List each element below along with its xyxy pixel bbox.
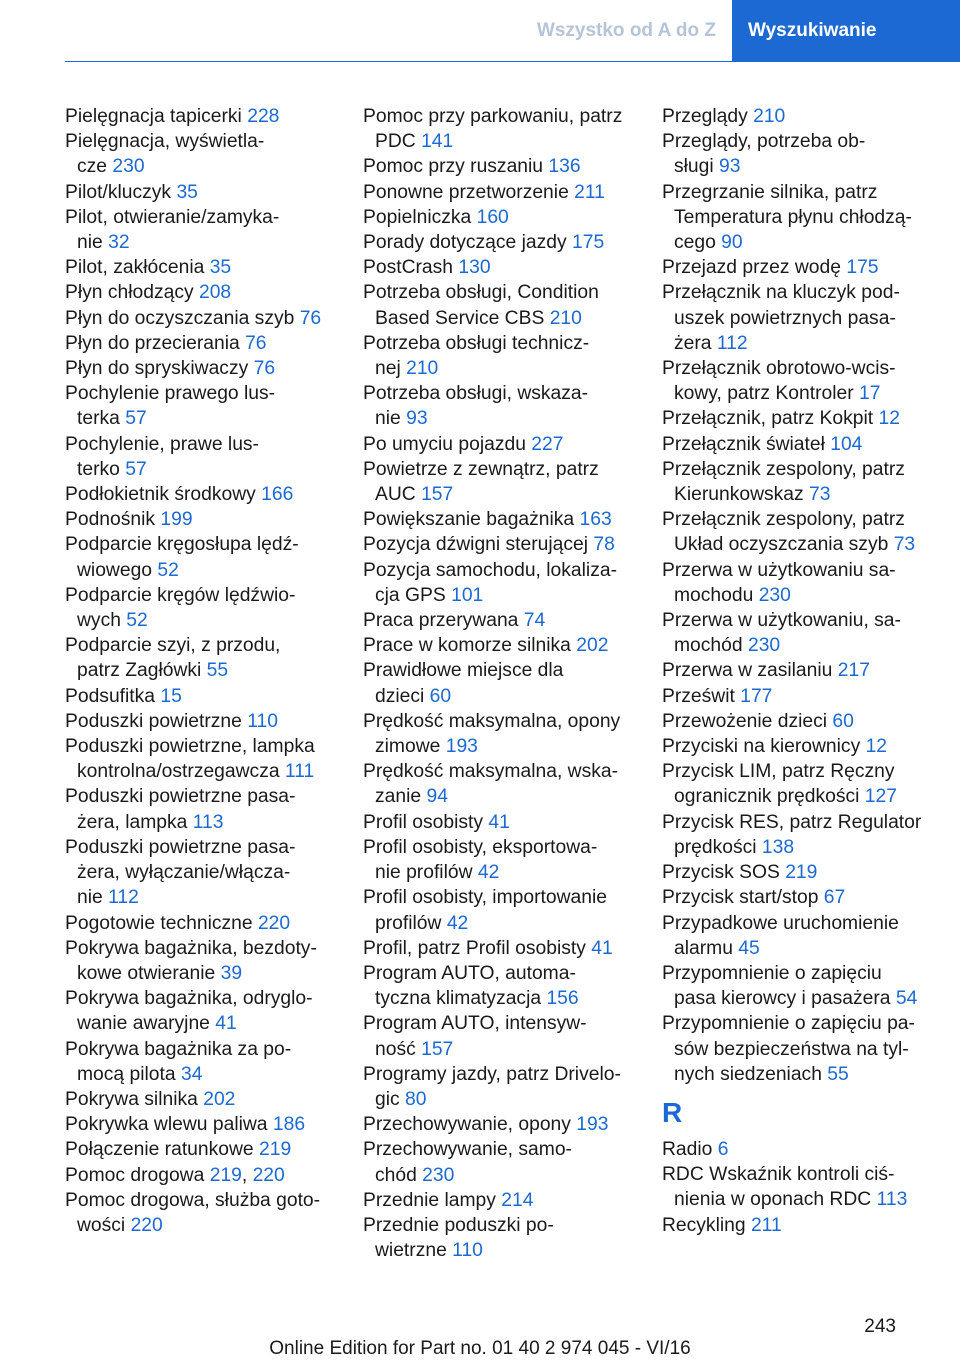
index-entry-text: Podparcie szyi, z przodu, patrz Zagłówki	[65, 635, 281, 682]
index-entry	[363, 885, 643, 935]
index-entry-text: Przełącznik na kluczyk pod- uszek powietrznych pasa- żera	[662, 282, 900, 354]
index-entry-text: Prace w komorze silnika	[363, 635, 571, 657]
index-page-link[interactable]: 110	[247, 710, 278, 732]
index-entry	[363, 1062, 643, 1112]
index-entry-text: Przełącznik obrotowo-wcis- kowy, patrz Kontroler	[662, 358, 896, 405]
index-entry-text: Ponowne przetworzenie	[363, 181, 569, 203]
index-entry	[65, 709, 340, 734]
index-entry	[65, 784, 340, 834]
index-entry	[363, 709, 643, 759]
index-entry	[662, 432, 952, 457]
index-entry	[662, 180, 952, 256]
index-entry	[363, 658, 643, 708]
index-page-link[interactable]: 41	[591, 937, 613, 959]
index-entry-text: Przeglądy, potrzeba ob- sługi	[662, 131, 866, 178]
index-entry-text: Poduszki powietrzne, lampka kontrolna/ostrzegawcza	[65, 736, 315, 783]
index-entry	[65, 734, 340, 784]
index-entry	[363, 810, 643, 835]
index-entry-text: Recykling	[662, 1214, 746, 1236]
index-entry	[65, 936, 340, 986]
index-page-link[interactable]: 230	[112, 156, 145, 178]
index-page-link[interactable]: 211	[574, 181, 605, 203]
index-entry-text: Pielęgnacja, wyświetla- cze	[65, 131, 265, 178]
index-entry	[363, 633, 643, 658]
index-entry	[363, 1213, 643, 1263]
index-page-link[interactable]: 160	[476, 206, 509, 228]
index-entry-text: Pilot/kluczyk	[65, 181, 172, 203]
index-entry-text: Płyn do przecierania	[65, 332, 240, 354]
header-section-tab[interactable]: Wszystko od A do Z	[536, 19, 716, 41]
index-entry	[363, 608, 643, 633]
index-entry-text: Program AUTO, intensyw- ność	[363, 1013, 587, 1060]
index-page-link[interactable]: 202	[576, 635, 609, 657]
index-entry	[65, 381, 340, 431]
index-page-link[interactable]: 52	[126, 610, 148, 632]
index-entry	[65, 633, 340, 683]
index-page-link[interactable]: 73	[809, 484, 831, 506]
index-page-link[interactable]: 101	[451, 584, 484, 606]
index-entry-text: Profil osobisty, importowanie profilów	[363, 887, 607, 934]
index-page-link[interactable]: 220	[252, 1164, 285, 1186]
index-entry	[662, 507, 952, 557]
index-page-link[interactable]: 113	[192, 811, 224, 833]
index-page-link[interactable]: 74	[523, 610, 546, 632]
index-page-link[interactable]: 217	[837, 660, 870, 682]
index-entry-text: Przechowywanie, samo- chód	[363, 1139, 572, 1186]
index-entry	[65, 280, 340, 305]
index-entry-text: Przerwa w zasilaniu	[662, 660, 833, 682]
index-page-link[interactable]: 210	[549, 307, 582, 329]
index-entry	[662, 684, 952, 709]
index-entry-text: Praca przerywana	[363, 610, 519, 632]
index-page-link[interactable]: 175	[846, 257, 879, 279]
index-entry	[363, 532, 643, 557]
index-entry-text: RDC Wskaźnik kontroli ciś- nienia w oponach RDC	[662, 1164, 895, 1211]
index-page-link[interactable]: 208	[198, 282, 232, 304]
index-page-link[interactable]: 80	[405, 1088, 427, 1110]
index-entry	[65, 356, 340, 381]
index-entry-text: Pozycja dźwigni sterującej	[363, 534, 589, 556]
index-entry	[662, 406, 952, 431]
index-entry	[662, 810, 952, 860]
index-entry	[363, 381, 643, 431]
index-page-link[interactable]: 60	[832, 710, 854, 732]
header-active-tab[interactable]: Wyszukiwanie	[732, 0, 960, 62]
index-entry-text: Pilot, otwieranie/zamyka- nie	[65, 206, 280, 254]
index-entry-text: Profil osobisty	[363, 811, 484, 833]
index-page-link[interactable]: 127	[864, 786, 897, 808]
index-entry	[363, 457, 643, 507]
index-page-link[interactable]: 130	[458, 257, 491, 279]
index-entry-text: Potrzeba obsługi, Condition Based Service CBS	[363, 282, 599, 329]
index-page-link[interactable]: 210	[753, 106, 786, 127]
index-entry-text: Podłokietnik środkowy	[65, 484, 256, 506]
index-page-link[interactable]: 41	[215, 1013, 237, 1035]
index-entry	[363, 1137, 643, 1187]
index-entry-text: Pielęgnacja tapicerki	[65, 106, 242, 127]
index-page-link[interactable]: 163	[579, 509, 612, 531]
index-entry	[65, 684, 340, 709]
index-entry-text: Potrzeba obsługi technicz- nej	[363, 332, 590, 380]
index-entry	[65, 104, 340, 129]
index-entry	[363, 1011, 643, 1061]
index-page-link[interactable]: 219	[785, 862, 818, 884]
index-page-link[interactable]: 67	[823, 887, 846, 909]
index-page-link[interactable]: 78	[593, 534, 615, 556]
index-entry	[65, 1137, 340, 1162]
index-entry-text: Programy jazdy, patrz Drivelo- gic	[363, 1063, 621, 1110]
index-page-link[interactable]: 230	[747, 635, 781, 657]
index-entry	[363, 1112, 643, 1137]
index-page-link[interactable]: 93	[719, 156, 741, 178]
index-page-link[interactable]: 166	[261, 484, 294, 506]
index-page-link[interactable]: 193	[445, 736, 478, 758]
index-entry	[662, 457, 952, 507]
index-entry	[363, 961, 643, 1011]
index-entry	[65, 432, 340, 482]
index-entry	[363, 154, 643, 179]
index-entry-text: Przednie lampy	[363, 1189, 496, 1211]
index-entry-text: Powietrze z zewnątrz, patrz AUC	[363, 458, 599, 506]
index-entry-text: Pomoc przy ruszaniu	[363, 156, 544, 178]
index-entry	[662, 734, 952, 759]
index-entry-text: Pokrywa bagażnika za po- mocą pilota	[65, 1038, 292, 1085]
index-column-2	[363, 104, 643, 1263]
index-page-link[interactable]: 138	[761, 836, 795, 858]
index-entry-text: Profil, patrz Profil osobisty	[363, 937, 586, 959]
index-page-link[interactable]: 76	[253, 358, 276, 380]
index-entry-text: Przegrzanie silnika, patrz Temperatura płynu chłodzą- cego	[662, 181, 912, 254]
index-entry	[363, 331, 643, 381]
index-page-link[interactable]: 73	[893, 534, 916, 556]
index-entry-text: Przycisk SOS	[662, 862, 780, 884]
index-entry-text: Pomoc drogowa, służba goto- wości	[65, 1189, 321, 1236]
index-entry-text: Płyn chłodzący	[65, 282, 194, 304]
page-header	[0, 0, 960, 62]
index-entry	[662, 1162, 952, 1212]
index-section-letter: R	[662, 1096, 683, 1128]
index-page-link[interactable]: 175	[572, 232, 605, 254]
index-entry	[662, 558, 952, 608]
index-entry-text: Porady dotyczące jazdy	[363, 232, 567, 254]
index-entry	[65, 306, 340, 331]
index-page-link[interactable]: 76	[299, 307, 322, 329]
index-column-1	[65, 104, 340, 1238]
index-entry	[65, 507, 340, 532]
index-entry	[363, 936, 643, 961]
index-page-link[interactable]: 45	[738, 937, 760, 959]
index-entry-text: Pochylenie, prawe lus- terko	[65, 433, 259, 480]
index-page-link[interactable]: 90	[721, 232, 743, 254]
index-page-link[interactable]: 94	[426, 786, 448, 808]
index-page-link[interactable]: 76	[245, 332, 267, 354]
index-entry-text: Przypomnienie o zapięciu pasa kierowcy i pasażera	[662, 962, 891, 1010]
index-entry	[662, 1213, 952, 1238]
index-entry	[363, 180, 643, 205]
index-page-link[interactable]: 199	[160, 509, 193, 531]
index-entry-text: Przełącznik, patrz Kokpit	[662, 408, 874, 430]
index-entry-text: Potrzeba obsługi, wskaza- nie	[363, 383, 589, 430]
index-entry-text: Przycisk LIM, patrz Ręczny ogranicznik prędkości	[662, 761, 895, 808]
index-entry	[662, 608, 952, 658]
index-page-link[interactable]: 17	[859, 383, 881, 405]
index-entry-text: Popielniczka	[363, 206, 472, 228]
index-page-link[interactable]: 42	[477, 862, 500, 884]
index-page-link[interactable]: 202	[203, 1088, 236, 1110]
index-entry-text: Przypomnienie o zapięciu pa- sów bezpieczeństwa na tyl- nych siedzeniach	[662, 1013, 915, 1085]
index-page-link[interactable]: 112	[108, 887, 139, 909]
index-entry-text: Przełącznik świateł	[662, 433, 825, 455]
index-entry-text: Radio	[662, 1138, 713, 1160]
index-entry	[65, 911, 340, 936]
index-page-link[interactable]: 57	[125, 408, 147, 430]
index-entry	[65, 986, 340, 1036]
index-entry	[363, 255, 643, 280]
index-entry: Pomoc drogowa 219, 220	[65, 1164, 285, 1186]
index-page-link[interactable]: 12	[878, 408, 900, 430]
index-entry-text: Poduszki powietrzne	[65, 710, 242, 732]
index-entry	[65, 482, 340, 507]
index-page-link[interactable]: 42	[446, 912, 469, 934]
index-entry-text: Podparcie kręgów lędźwio- wych	[65, 584, 296, 632]
index-entry	[662, 658, 952, 683]
index-page-link[interactable]: 55	[206, 660, 229, 682]
index-entry	[363, 230, 643, 255]
index-entry	[65, 331, 340, 356]
index-entry-text: Prawidłowe miejsce dla dzieci	[363, 660, 564, 707]
index-entry-text: Pochylenie prawego lus- terka	[65, 383, 276, 430]
index-entry-text: Pomoc przy parkowaniu, patrz PDC	[363, 106, 623, 153]
index-entry-text: Powiększanie bagażnika	[363, 509, 575, 531]
index-page-link[interactable]: 93	[406, 408, 428, 430]
index-entry-text: Pokrywka wlewu paliwa	[65, 1114, 268, 1136]
index-entry-text: Poduszki powietrzne pasa- żera, wyłączanie/włącza- nie	[65, 836, 296, 909]
index-entry	[363, 104, 643, 154]
index-entry-text: Przełącznik zespolony, patrz Kierunkowskaz	[662, 458, 905, 506]
index-entry-text: Płyn do spryskiwaczy	[65, 358, 249, 380]
index-column-3	[662, 104, 952, 1238]
index-page-link[interactable]: 157	[421, 1038, 454, 1060]
index-entry	[65, 255, 340, 280]
index-page-link[interactable]: 34	[180, 1063, 203, 1085]
index-entry	[363, 507, 643, 532]
index-entry-text: Przednie poduszki po- wietrzne	[363, 1214, 554, 1262]
index-page-link[interactable]: 112	[716, 332, 748, 354]
index-entry-text: Pomoc drogowa	[65, 1164, 205, 1186]
index-page-link[interactable]: 12	[865, 736, 888, 758]
index-entry	[662, 1137, 952, 1162]
index-entry-text: Przerwa w użytkowaniu sa- mochodu	[662, 559, 896, 606]
index-page-link[interactable]: 227	[531, 433, 564, 455]
index-page-link[interactable]: 55	[827, 1063, 849, 1085]
index-page-link[interactable]: 177	[740, 685, 773, 707]
index-entry-text: Podparcie kręgosłupa lędź- wiowego	[65, 534, 299, 581]
index-entry-text: Połączenie ratunkowe	[65, 1139, 254, 1161]
index-page-link[interactable]: 157	[421, 484, 454, 506]
index-entry-text: Prześwit	[662, 685, 735, 707]
index-page-link[interactable]: 220	[257, 912, 291, 934]
index-page-link[interactable]: 193	[576, 1114, 609, 1136]
index-entry-text: Przeglądy	[662, 106, 748, 127]
index-page-link[interactable]: 113	[876, 1189, 908, 1211]
index-entry	[65, 180, 340, 205]
index-entry-text: Pokrywa bagażnika, bezdoty- kowe otwieranie	[65, 937, 317, 984]
index-page-link[interactable]: 60	[429, 685, 452, 707]
index-entry	[662, 911, 952, 961]
index-page-link[interactable]: 35	[209, 257, 232, 279]
index-page-link[interactable]: 104	[830, 433, 863, 455]
index-page-link[interactable]: 111	[284, 761, 315, 783]
index-page-link[interactable]: 220	[130, 1214, 163, 1236]
index-entry	[65, 1037, 340, 1087]
index-entry-text: Pogotowie techniczne	[65, 912, 253, 934]
index-page-link[interactable]: 211	[750, 1214, 782, 1236]
index-entry	[65, 205, 340, 255]
index-page-link[interactable]: 39	[220, 962, 243, 984]
index-page-link[interactable]: 15	[160, 685, 182, 707]
index-entry	[662, 1011, 952, 1087]
index-page-link[interactable]: 219	[259, 1139, 292, 1161]
index-entry-text: Przycisk start/stop	[662, 887, 819, 909]
index-entry	[65, 1087, 340, 1112]
index-entry-text: Podnośnik	[65, 509, 156, 531]
index-entry-text: Po umyciu pojazdu	[363, 433, 526, 455]
page-number: 243	[864, 1316, 896, 1337]
index-entry	[363, 280, 643, 330]
index-entry	[363, 205, 643, 230]
index-page-link[interactable]: 230	[758, 584, 791, 606]
index-entry-text: Pokrywa silnika	[65, 1088, 198, 1110]
index-page-link[interactable]: 230	[422, 1164, 455, 1186]
index-entry-text: Poduszki powietrzne pasa- żera, lampka	[65, 786, 296, 833]
index-entry-text: Program AUTO, automa- tyczna klimatyzacja	[363, 962, 576, 1010]
index-entry	[363, 558, 643, 608]
index-page-link[interactable]: 32	[108, 232, 130, 254]
index-entry-text: Prędkość maksymalna, wska- zanie	[363, 761, 619, 808]
index-page-link[interactable]: 156	[546, 988, 579, 1010]
index-entry-text: Pozycja samochodu, lokaliza- cja GPS	[363, 559, 617, 606]
index-page-link[interactable]: 57	[125, 458, 147, 480]
index-entry	[662, 759, 952, 809]
index-page-link[interactable]: 186	[272, 1114, 306, 1136]
index-entry-text: Przypadkowe uruchomienie alarmu	[662, 912, 899, 959]
index-page-link[interactable]: 228	[247, 106, 280, 127]
index-entry-text: Podsufitka	[65, 685, 156, 707]
index-entry	[363, 432, 643, 457]
index-entry	[65, 1112, 340, 1137]
index-entry	[65, 532, 340, 582]
index-entry	[65, 835, 340, 911]
index-entry	[662, 280, 952, 356]
index-page-link[interactable]: 110	[452, 1240, 483, 1262]
index-page-link[interactable]: 210	[406, 358, 439, 380]
index-entry	[65, 1188, 340, 1238]
index-entry-text: Przełącznik zespolony, patrz Układ oczyszczania szyb	[662, 509, 905, 556]
index-entry	[662, 356, 952, 406]
index-entry-text: Przycisk RES, patrz Regulator prędkości	[662, 811, 922, 858]
index-entry	[65, 583, 340, 633]
footer-edition: Online Edition for Part no. 01 40 2 974 045 - VI/16	[269, 1338, 691, 1359]
index-entry-text: Płyn do oczyszczania szyb	[65, 307, 295, 329]
index-page-link[interactable]: 54	[895, 988, 918, 1010]
index-entry	[363, 1188, 643, 1213]
index-entry-text: Przejazd przez wodę	[662, 257, 841, 279]
index-entry-text: Przerwa w użytkowaniu, sa- mochód	[662, 610, 901, 657]
index-entry	[363, 759, 643, 809]
index-entry	[662, 860, 952, 885]
index-entry	[662, 961, 952, 1011]
index-page-link[interactable]: 6	[717, 1138, 729, 1160]
index-page-link[interactable]: 136	[548, 156, 581, 178]
index-entry-text: Pokrywa bagażnika, odryglo- wanie awaryjne	[65, 988, 313, 1035]
index-entry	[363, 835, 643, 885]
index-page-link[interactable]: 35	[176, 181, 198, 203]
index-entry	[662, 104, 952, 129]
index-entry-text: Pilot, zakłócenia	[65, 257, 205, 279]
index-entry-text: Prędkość maksymalna, opony zimowe	[363, 710, 621, 758]
index-page-link[interactable]: 214	[501, 1189, 534, 1211]
index-entry	[662, 709, 952, 734]
index-entry	[662, 255, 952, 280]
index-entry-text: Przyciski na kierownicy	[662, 736, 861, 758]
index-entry-text: Przewożenie dzieci	[662, 710, 828, 732]
index-page-link[interactable]: 41	[488, 811, 510, 833]
index-entry	[662, 129, 952, 179]
index-entry-text: Profil osobisty, eksportowa- nie profilów	[363, 836, 598, 884]
index-entry	[662, 885, 952, 910]
index-entry	[65, 129, 340, 179]
index-entry-text: Przechowywanie, opony	[363, 1114, 571, 1136]
index-entry-text: PostCrash	[363, 257, 454, 279]
index-page-link[interactable]: 52	[157, 559, 179, 581]
index-page-link[interactable]: 219	[209, 1164, 242, 1186]
index-page-link[interactable]: 141	[421, 131, 454, 153]
